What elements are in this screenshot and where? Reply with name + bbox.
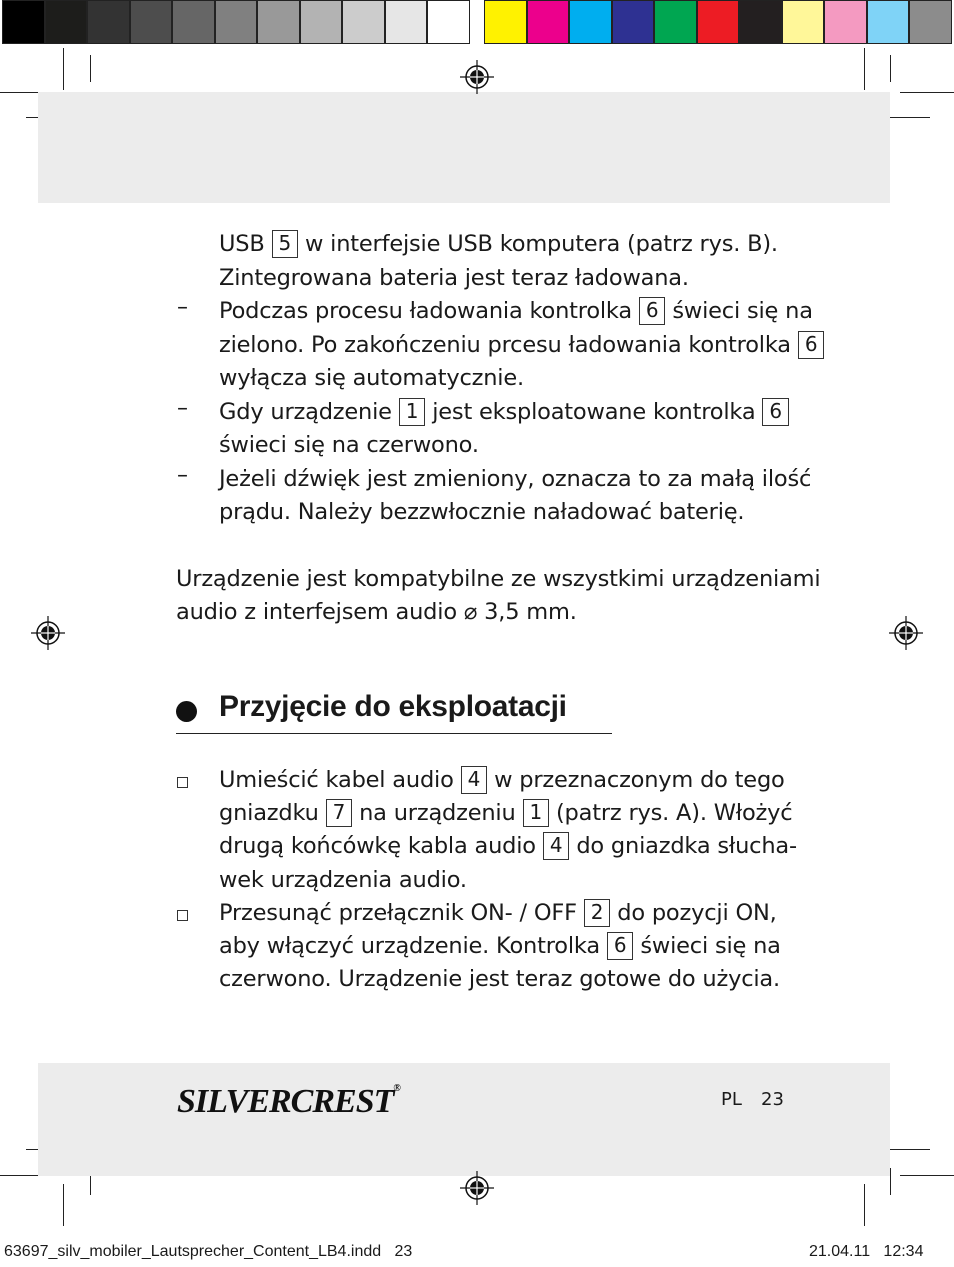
color-swatch [2, 0, 45, 44]
text: Urządzenie jest kompatybilne ze wszystkimi urządzeniami [176, 566, 821, 592]
text: prądu. Należy bezzwłocznie naładować baterię. [219, 499, 745, 525]
registered-mark: ® [393, 1083, 400, 1094]
color-calibration-bar [484, 0, 952, 44]
text: do gniazdka słucha- [576, 833, 797, 859]
crop-mark [864, 48, 865, 90]
color-swatch [824, 0, 867, 44]
language-code: PL [721, 1089, 742, 1110]
part-number-box: 2 [584, 899, 611, 927]
crop-mark [864, 1184, 865, 1226]
color-swatch [739, 0, 782, 44]
body-line [219, 963, 780, 997]
color-swatch [569, 0, 612, 44]
color-swatch [45, 0, 88, 44]
text: Gdy urządzenie [219, 399, 392, 425]
checkbox-square-icon [177, 910, 188, 921]
header-band [38, 92, 890, 203]
body-line [219, 228, 778, 262]
text: Podczas procesu ładowania kontrolka [219, 298, 632, 324]
part-number-box: 6 [798, 331, 825, 359]
bullet-dot-icon [176, 701, 197, 722]
text: świeci się na [640, 933, 781, 959]
body-line [219, 329, 824, 363]
section-heading [176, 690, 612, 734]
body-line [219, 429, 479, 463]
part-number-box: 6 [762, 398, 789, 426]
color-swatch [782, 0, 825, 44]
registration-mark-icon [460, 1171, 494, 1205]
text: zielono. Po zakończeniu prcesu ładowania kontrolka [219, 332, 791, 358]
text: Umieścić kabel audio [219, 767, 454, 793]
text: Jeżeli dźwięk jest zmieniony, oznacza to za małą ilość [219, 466, 812, 492]
crop-mark [884, 117, 930, 118]
body-line [219, 764, 785, 798]
color-swatch [484, 0, 527, 44]
dash-bullet: – [177, 295, 188, 320]
text: na urządzeniu [359, 800, 516, 826]
text: w interfejsie USB komputera (patrz rys. B). [305, 231, 778, 257]
text: Przesunąć przełącznik ON- / OFF [219, 900, 577, 926]
body-line [219, 930, 781, 964]
body-line [219, 262, 689, 296]
color-swatch [909, 0, 952, 44]
section-title: Przyjęcie do eksploatacji [219, 690, 567, 723]
color-swatch [300, 0, 343, 44]
text: aby włączyć urządzenie. Kontrolka [219, 933, 600, 959]
body-line [219, 797, 792, 831]
crop-mark [900, 1175, 954, 1176]
part-number-box: 6 [639, 297, 666, 325]
color-swatch [527, 0, 570, 44]
color-swatch [654, 0, 697, 44]
body-line [219, 496, 744, 530]
footer-band [38, 1063, 890, 1176]
grayscale-calibration-bar [2, 0, 470, 44]
crop-mark [900, 92, 954, 93]
crop-mark [890, 55, 891, 82]
dash-bullet: – [177, 463, 188, 488]
color-swatch [130, 0, 173, 44]
text: świeci się na czerwono. [219, 432, 479, 458]
body-line [176, 563, 820, 597]
body-line [219, 830, 797, 864]
color-swatch [342, 0, 385, 44]
text: w przeznaczonym do tego [494, 767, 785, 793]
body-line [219, 295, 813, 329]
registration-mark-icon [31, 616, 65, 650]
text: wek urządzenia audio. [219, 867, 467, 893]
part-number-box: 4 [461, 766, 488, 794]
registration-mark-icon [889, 616, 923, 650]
part-number-box: 4 [543, 832, 570, 860]
print-file-slug: 63697_silv_mobiler_Lautsprecher_Content_LB4.indd 23 [4, 1243, 413, 1260]
color-swatch [697, 0, 740, 44]
text: wyłącza się automatycznie. [219, 365, 524, 391]
color-swatch [215, 0, 258, 44]
text: czerwono. Urządzenie jest teraz gotowe do użycia. [219, 966, 780, 992]
color-swatch [427, 0, 470, 44]
brand-logo [177, 1083, 400, 1121]
dash-bullet: – [177, 396, 188, 421]
body-line [219, 362, 524, 396]
text: świeci się na [672, 298, 813, 324]
page-number: 23 [761, 1089, 784, 1110]
color-swatch [612, 0, 655, 44]
part-number-box: 7 [326, 799, 353, 827]
part-number-box: 5 [272, 230, 299, 258]
text: gniazdku [219, 800, 319, 826]
text: USB [219, 231, 265, 257]
color-swatch [867, 0, 910, 44]
body-line [219, 897, 777, 931]
logo-text: SILVERCREST [177, 1083, 394, 1120]
crop-mark [63, 1184, 64, 1226]
body-line [219, 396, 789, 430]
text: (patrz rys. A). Włożyć [555, 800, 793, 826]
part-number-box: 1 [399, 398, 426, 426]
text: drugą końcówkę kabla audio [219, 833, 536, 859]
body-line [176, 596, 577, 630]
text: Zintegrowana bateria jest teraz ładowana. [219, 265, 689, 291]
registration-mark-icon [460, 60, 494, 94]
color-swatch [172, 0, 215, 44]
body-line [219, 463, 811, 497]
color-swatch [87, 0, 130, 44]
text: audio z interfejsem audio ⌀ 3,5 mm. [176, 599, 577, 625]
part-number-box: 6 [607, 932, 634, 960]
color-swatch [257, 0, 300, 44]
crop-mark [890, 1168, 891, 1195]
part-number-box: 1 [523, 799, 550, 827]
crop-mark [90, 55, 91, 82]
print-date-slug: 21.04.11 12:34 [809, 1243, 924, 1260]
text: do pozycji ON, [617, 900, 777, 926]
crop-mark [884, 1149, 930, 1150]
text: jest eksploatowane kontrolka [432, 399, 756, 425]
checkbox-square-icon [177, 777, 188, 788]
color-swatch [385, 0, 428, 44]
body-line [219, 864, 467, 898]
crop-mark [63, 48, 64, 90]
